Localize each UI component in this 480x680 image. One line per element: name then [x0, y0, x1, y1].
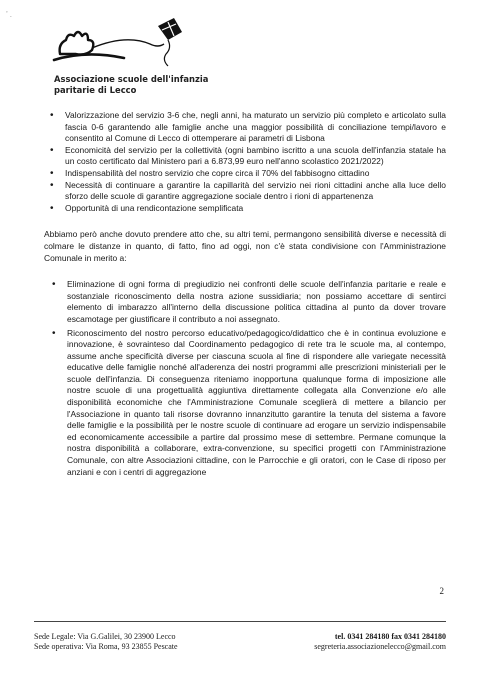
document-body: [44, 110, 446, 478]
scan-mark: ’ .: [6, 10, 12, 19]
organization-name-line2: paritarie di Lecco: [54, 84, 137, 95]
organization-name-line1: Associazione scuole dell'infanzia: [54, 74, 209, 84]
list-item: • Riconoscimento del nostro percorso educativo/pedagogico/didattico che è in continua evoluzione e innovazione, è sovrainteso dal Coordinamento pedagogico di rete tra le scuole ma, al contempo, assume anche specificità diverse per ciascuna scuola al fine di rispondere alle variegate necessità educative delle famiglie nonché all'aderenza dei nostri programmi alle prescrizioni ministeriali per le scuole dell'infanzia. Di conseguenza riteniamo inopportuna qualunque forma di imposizione alle nostre scuole di una progettualità aggiuntiva direttamente collegata alla Convenzione e/o alle disponibilità economiche che l'Amministrazione Comunale sceglierà di mettere a bilancio per l'Associazione in quanto tali risorse dovranno innanzitutto garantire la tenuta del sistema a favore delle famiglie e la possibilità per le nostre scuole di continuare ad erogare un servizio indispensabile ed economicamente accessibile a partire dal prossimo mese di settembre. Permane comunque la nostra disponibilità a collaborare, extra-convenzione, su specifici progetti con l'Amministrazione Comunale, con altre Associazioni cittadine, con le Parrocchie e gli oratori, con le Case di riposo per anziani e con i centri di aggregazione: [48, 328, 446, 479]
footer-email: segreteria.associazionelecco@gmail.com: [314, 642, 446, 651]
list-item: • Valorizzazione del servizio 3-6 che, negli anni, ha maturato un servizio più completo e articolato sulla fascia 0-6 garantendo alle famiglie anche una maggior possibilità di conciliazione tempi/lavoro e consentito al Comune di Lecco di ottemperare ai parametri di Lisbona: [46, 110, 446, 145]
organization-name: [54, 74, 208, 95]
footer-sede-legale: Sede Legale: Via G.Galilei, 30 23900 Lecco: [34, 632, 176, 641]
disagreements-list: [48, 279, 446, 478]
footer-divider: [34, 621, 446, 622]
footer-sede-operativa: Sede operativa: Via Roma, 93 23855 Pescate: [34, 642, 178, 651]
list-item: • Indispensabilità del nostro servizio che copre circa il 70% del fabbisogno cittadino: [46, 168, 446, 180]
body-paragraph: Abbiamo però anche dovuto prendere atto che, su altri temi, permangono sensibilità diverse e necessità di colmare le distanze in quanto, di fatto, fino ad oggi, non c'è stata condivisione con l'Amministrazione Comunale in merito a:: [44, 229, 446, 263]
list-item: • Opportunità di una rendicontazione semplificata: [46, 203, 446, 215]
list-item: • Economicità del servizio per la collettività (ogni bambino iscritto a una scuola dell'infanzia statale ha un costo certificato dal Ministero pari a 6.873,99 euro nell'anno scolastico 2021/2022): [46, 145, 446, 168]
list-item: • Eliminazione di ogni forma di pregiudizio nei confronti delle scuole dell'infanzia paritarie e reale e sostanziale riconoscimento della nostra azione sussidiaria; non possiamo accettare di sentirci elemento di imbarazzo all'interno della discussione politica cittadina al punto da dover trovare escamotage per giustificare il contributo a noi assegnato.: [48, 279, 446, 325]
list-item: • Necessità di continuare a garantire la capillarità del servizio nei rioni cittadini anche alla luce dello sforzo delle scuole di garantire aggregazione sociale dentro i rioni di appartenenza: [46, 180, 446, 203]
association-logo-icon: [46, 14, 196, 70]
strengths-list: [46, 110, 446, 214]
footer-address: [34, 632, 178, 652]
page-number: 2: [439, 586, 444, 596]
footer-phone-fax: tel. 0341 284180 fax 0341 284180: [334, 632, 446, 641]
footer-contacts: [314, 632, 446, 652]
